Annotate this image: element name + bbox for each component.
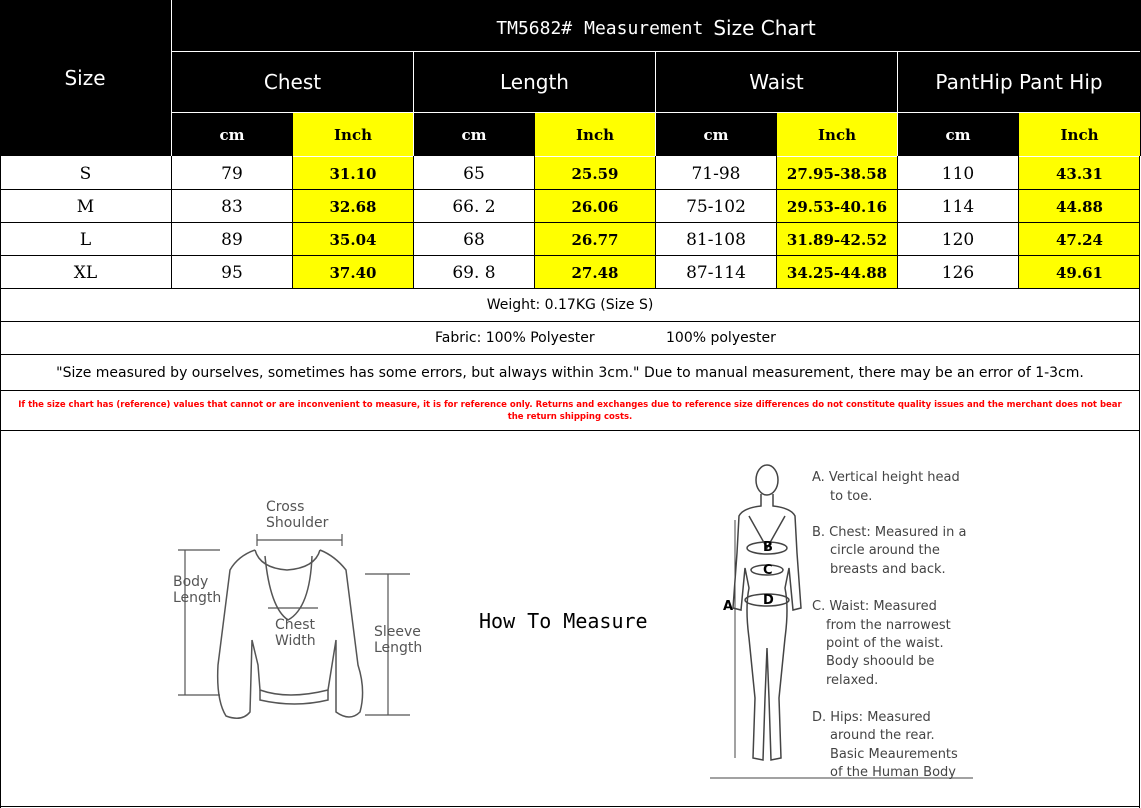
cell-value: 110 <box>941 163 975 184</box>
table-cell <box>898 256 1018 289</box>
cell-value: 44.88 <box>1056 197 1103 216</box>
weight-note <box>1 289 1139 321</box>
unit-label: cm <box>219 125 245 144</box>
letter-d: D <box>763 593 774 608</box>
col-header-hip <box>898 52 1140 112</box>
disclaimer-text: If the size chart has (reference) values that cannot or are inconvenient to measure, it is for reference only. Returns and exchanges due to reference size differences do not constitute quality issues and the merchant does not bear the return shipping costs. <box>18 400 1122 422</box>
table-cell <box>1019 157 1140 190</box>
cell-value: 71-98 <box>691 163 741 184</box>
table-cell <box>1019 223 1140 256</box>
table-cell <box>293 223 413 256</box>
unit-cell <box>656 113 776 156</box>
col-header-chest-label: Chest <box>263 70 322 94</box>
cell-value: 43.31 <box>1056 164 1103 183</box>
col-header-hip-label: PantHip Pant Hip <box>935 70 1103 94</box>
cell-value: 34.25-44.88 <box>786 263 888 282</box>
body-figure-diagram <box>705 458 980 788</box>
cell-value: 27.48 <box>571 263 619 282</box>
unit-label: cm <box>703 125 729 144</box>
table-cell <box>293 190 413 223</box>
guide-a-line: A. Vertical height head <box>812 470 960 485</box>
table-row-size <box>0 256 171 289</box>
cell-value: 35.04 <box>329 230 377 249</box>
cell-value: 29.53-40.16 <box>786 197 888 216</box>
cell-value: 83 <box>221 196 243 217</box>
sleeve-length-label: Length <box>374 640 423 656</box>
table-cell <box>656 157 776 190</box>
chart-title <box>172 6 1140 50</box>
letter-a: A <box>723 599 734 614</box>
chest-width-label: Chest <box>275 617 316 633</box>
col-header-waist <box>656 52 897 112</box>
cross-shoulder-label: Cross <box>266 499 305 515</box>
letter-c: C <box>763 563 773 578</box>
table-cell <box>172 223 292 256</box>
grid-line <box>0 806 1140 807</box>
col-header-chest <box>172 52 413 112</box>
unit-label: Inch <box>576 125 614 144</box>
cell-value: 87-114 <box>686 262 746 283</box>
guide-a-line: to toe. <box>830 489 873 504</box>
letter-b: B <box>763 540 773 555</box>
table-cell <box>172 256 292 289</box>
table-cell <box>1019 190 1140 223</box>
unit-cell <box>535 113 655 156</box>
table-cell <box>414 190 534 223</box>
unit-cell <box>293 113 413 156</box>
guide-d-line: of the Human Body <box>830 765 956 780</box>
measure-text: "Size measured by ourselves, sometimes has some errors, but always within 3cm." Due to manual measurement, there may be an error of 1-3cm. <box>56 364 1084 381</box>
table-cell <box>777 256 897 289</box>
guide-d-line: D. Hips: Measured <box>812 710 931 725</box>
figure-head <box>756 465 778 495</box>
cell-value: 120 <box>941 229 975 250</box>
table-cell <box>898 157 1018 190</box>
grid-line <box>0 222 1140 223</box>
table-cell <box>414 256 534 289</box>
unit-label: cm <box>945 125 971 144</box>
cell-value: 81-108 <box>686 229 746 250</box>
col-header-length <box>414 52 655 112</box>
cell-value: 95 <box>221 262 243 283</box>
table-cell <box>535 190 655 223</box>
cell-value: 26.77 <box>571 230 619 249</box>
cell-value: 126 <box>941 262 975 283</box>
fabric-text: Fabric: 100% Polyester <box>435 330 595 346</box>
cell-value: 32.68 <box>329 197 377 216</box>
size-label: M <box>76 196 95 217</box>
table-cell <box>293 256 413 289</box>
table-row-size <box>0 223 171 256</box>
unit-label: Inch <box>818 125 856 144</box>
body-length-label: Length <box>173 590 222 606</box>
cell-value: 25.59 <box>571 164 619 183</box>
unit-label: Inch <box>334 125 372 144</box>
grid-line <box>1139 156 1140 808</box>
size-header <box>0 0 170 156</box>
garment-diagram <box>160 490 430 730</box>
table-cell <box>656 223 776 256</box>
how-to-measure-label: How To Measure <box>479 609 648 633</box>
table-cell <box>777 223 897 256</box>
body-length-label: Body <box>173 574 209 590</box>
unit-cell <box>777 113 897 156</box>
grid-line <box>0 390 1140 391</box>
table-cell <box>777 190 897 223</box>
grid-line <box>0 255 1140 256</box>
table-cell <box>777 157 897 190</box>
size-label: L <box>79 229 92 250</box>
size-label: XL <box>73 262 98 283</box>
col-header-waist-label: Waist <box>749 70 804 94</box>
table-cell <box>535 157 655 190</box>
unit-cell <box>414 113 534 156</box>
table-row-size <box>0 157 171 190</box>
table-cell <box>535 223 655 256</box>
table-cell <box>414 223 534 256</box>
cell-value: 47.24 <box>1056 230 1103 249</box>
cell-value: 89 <box>221 229 243 250</box>
measure-note <box>1 355 1139 390</box>
measurement-word: Measurement <box>584 17 704 39</box>
cell-value: 65 <box>463 163 485 184</box>
unit-cell <box>172 113 292 156</box>
grid-line <box>0 430 1140 431</box>
unit-cell <box>898 113 1018 156</box>
guide-d-line: around the rear. <box>830 728 935 743</box>
guide-c-line: relaxed. <box>826 673 879 688</box>
cell-value: 26.06 <box>571 197 619 216</box>
guide-c-line: from the narrowest <box>826 618 951 633</box>
cell-value: 75-102 <box>686 196 746 217</box>
cell-value: 69. 8 <box>452 262 496 283</box>
table-cell <box>656 256 776 289</box>
guide-d-line: Basic Meaurements <box>830 747 958 762</box>
guide-b-line: circle around the <box>830 543 940 558</box>
guide-b-line: breasts and back. <box>830 562 946 577</box>
cell-value: 66. 2 <box>452 196 496 217</box>
guide-c-line: point of the waist. <box>826 636 944 651</box>
grid-line <box>0 156 1 808</box>
chest-width-label: Width <box>275 633 316 649</box>
guide-c-line: C. Waist: Measured <box>812 599 937 614</box>
cell-value: 68 <box>463 229 485 250</box>
fabric-alt-text: 100% polyester <box>666 330 776 346</box>
table-cell <box>172 157 292 190</box>
weight-text: Weight: 0.17KG (Size S) <box>486 297 654 313</box>
cell-value: 114 <box>941 196 975 217</box>
fabric-note <box>1 322 1139 354</box>
disclaimer-note <box>10 392 1130 430</box>
table-cell <box>656 190 776 223</box>
table-cell <box>293 157 413 190</box>
size-header-label: Size <box>64 66 106 90</box>
guide-b-line: B. Chest: Measured in a <box>812 525 967 540</box>
sleeve-length-label: Sleeve <box>374 624 421 640</box>
header-separator <box>172 51 1140 52</box>
unit-label: cm <box>461 125 487 144</box>
guide-c-line: Body shoould be <box>826 654 935 669</box>
col-header-length-label: Length <box>500 70 569 94</box>
cross-shoulder-label: Shoulder <box>266 515 329 531</box>
cell-value: 49.61 <box>1056 263 1103 282</box>
cell-value: 37.40 <box>329 263 377 282</box>
cell-value: 31.89-42.52 <box>786 230 888 249</box>
cell-value: 79 <box>221 163 243 184</box>
table-cell <box>172 190 292 223</box>
size-label: S <box>79 163 92 184</box>
table-cell <box>898 223 1018 256</box>
table-row-size <box>0 190 171 223</box>
grid-line <box>0 189 1140 190</box>
cell-value: 27.95-38.58 <box>786 164 888 183</box>
figure-outline <box>733 494 801 760</box>
unit-label: Inch <box>1060 125 1099 144</box>
table-cell <box>898 190 1018 223</box>
table-cell <box>535 256 655 289</box>
table-cell <box>414 157 534 190</box>
cell-value: 31.10 <box>329 164 377 183</box>
size-chart-word: Size Chart <box>713 16 816 40</box>
product-code: TM5682# <box>496 17 573 39</box>
unit-cell <box>1019 113 1140 156</box>
table-cell <box>1019 256 1140 289</box>
